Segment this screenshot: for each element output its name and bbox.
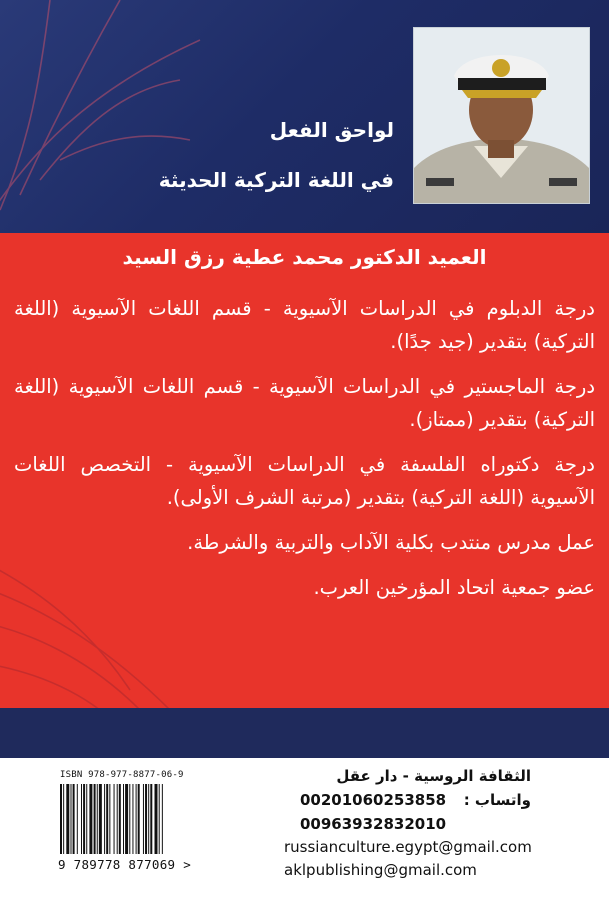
- bio-item: درجة الماجستير في الدراسات الآسيوية - قسم اللغات الآسيوية (اللغة التركية) بتقدير (ممتاز).: [14, 375, 595, 431]
- isbn-label: ISBN 978-977-8877-06-9: [60, 770, 184, 780]
- barcode-bar: [136, 784, 137, 854]
- barcode-bar: [66, 784, 69, 854]
- barcode-bar: [73, 784, 75, 854]
- barcode-bar: [81, 784, 82, 854]
- barcode-bar: [106, 784, 108, 854]
- barcode-bar: [159, 784, 160, 854]
- barcode-bar: [138, 784, 140, 854]
- book-title-line-1: لواحق الفعل: [269, 118, 394, 142]
- bio-item: درجة دكتوراه الفلسفة في الدراسات الآسيوية - التخصص اللغات الآسيوية (اللغة التركية) بتقدير (مرتبة الشرف الأولى).: [14, 453, 595, 509]
- barcode-bar: [114, 784, 115, 854]
- barcode-bar: [123, 784, 124, 854]
- navy-divider-strip: [0, 708, 609, 758]
- barcode-bar: [143, 784, 144, 854]
- isbn-digits: 9 789778 877069 >: [58, 857, 192, 872]
- barcode-bar: [155, 784, 158, 854]
- author-photo: [413, 27, 590, 204]
- barcode-bars: [58, 784, 223, 854]
- barcode-bar: [119, 784, 121, 854]
- email-1[interactable]: russianculture.egypt@gmail.com: [284, 838, 532, 856]
- bio-item: عمل مدرس منتدب بكلية الآداب والتربية والشرطة.: [187, 531, 595, 554]
- barcode-bar: [83, 784, 85, 854]
- isbn-barcode: [58, 770, 228, 878]
- phone-number-1: 00201060253858: [300, 791, 447, 809]
- barcode-bar: [94, 784, 96, 854]
- barcode-bar: [132, 784, 133, 854]
- author-name: العميد الدكتور محمد عطية رزق السيد: [122, 245, 487, 269]
- barcode-bar: [150, 784, 152, 854]
- palm-leaf-decoration: [0, 0, 210, 240]
- barcode-bar: [71, 784, 72, 854]
- barcode-bar: [117, 784, 118, 854]
- barcode-bar: [125, 784, 128, 854]
- author-bio: [14, 292, 595, 616]
- phone-number-2: 00963932832010: [300, 815, 447, 833]
- bio-item: عضو جمعية اتحاد المؤرخين العرب.: [313, 576, 595, 599]
- barcode-bar: [99, 784, 102, 854]
- email-2[interactable]: aklpublishing@gmail.com: [284, 861, 477, 879]
- barcode-bar: [86, 784, 87, 854]
- whatsapp-label: واتساب :: [463, 791, 531, 809]
- officer-portrait-icon: [414, 28, 589, 203]
- barcode-bar: [97, 784, 98, 854]
- barcode-bar: [129, 784, 130, 854]
- barcode-bar: [145, 784, 147, 854]
- barcode-bar: [60, 784, 62, 854]
- barcode-bar: [89, 784, 92, 854]
- book-title-line-2: في اللغة التركية الحديثة: [158, 168, 394, 192]
- barcode-bar: [63, 784, 64, 854]
- publisher-name: الثقافة الروسية - دار عقل: [336, 767, 531, 785]
- barcode-bar: [109, 784, 110, 854]
- barcode-bar: [77, 784, 78, 854]
- bio-item: درجة الدبلوم في الدراسات الآسيوية - قسم اللغات الآسيوية (اللغة التركية) بتقدير (جيد جدًا).: [14, 297, 595, 353]
- barcode-bar: [162, 784, 163, 854]
- top-navy-panel: [0, 0, 609, 233]
- barcode-bar: [148, 784, 149, 854]
- barcode-bar: [104, 784, 105, 854]
